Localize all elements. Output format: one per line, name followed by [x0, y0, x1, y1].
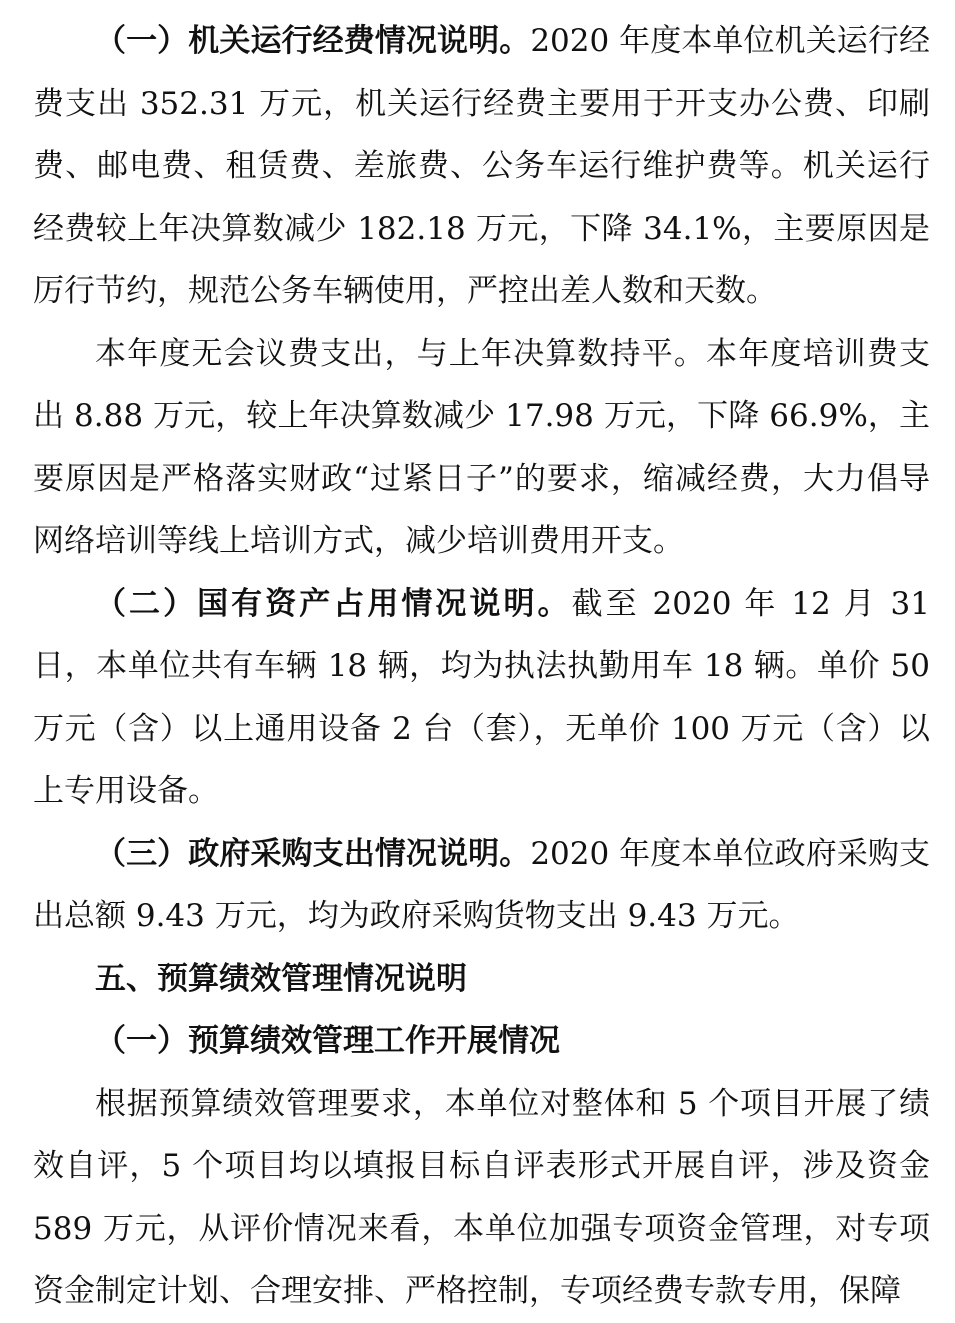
- text-meeting-training: 本年度无会议费支出，与上年决算数持平。本年度培训费支出 8.88 万元，较上年决算数减少 17.98 万元，下降 66.9%，主要原因是严格落实财政“过紧日子”的要求，缩减经费，大力倡导网络培训等线上培训方式，减少培训费用开支。: [33, 335, 930, 559]
- paragraph-performance-work: [33, 1073, 930, 1323]
- heading-procurement: （三）政府采购支出情况说明。: [95, 835, 531, 872]
- heading-state-assets: （二）国有资产占用情况说明。: [95, 585, 572, 622]
- text-procurement: 2020 年度本单位政府采购支出总额 9.43 万元，均为政府采购货物支出 9.43 万元。: [33, 835, 930, 934]
- section-heading-performance: 五、预算绩效管理情况说明: [95, 960, 467, 997]
- paragraph-procurement: [33, 823, 930, 948]
- paragraph-meeting-training: [33, 323, 930, 573]
- paragraph-state-assets: [33, 573, 930, 823]
- heading-office-expenses: （一）机关运行经费情况说明。: [95, 23, 531, 59]
- subsection-heading-performance-work: （一）预算绩效管理工作开展情况: [95, 1023, 560, 1059]
- text-performance-work: 根据预算绩效管理要求，本单位对整体和 5 个项目开展了绩效自评，5 个项目均以填报目标自评表形式开展自评，涉及资金589 万元，从评价情况来看，本单位加强专项资金管理，对专项资金制定计划、合理安排、严格控制，专项经费专款专用，保障: [33, 1085, 930, 1309]
- paragraph-office-expenses: [33, 10, 930, 323]
- text-state-assets: 截至 2020 年 12 月 31 日，本单位共有车辆 18 辆，均为执法执勤用车 18 辆。单价 50 万元（含）以上通用设备 2 台（套），无单价 100 万元（含）以上专用设备。: [33, 585, 930, 809]
- text-office-expenses: 2020 年度本单位机关运行经费支出 352.31 万元，机关运行经费主要用于开支办公费、印刷费、邮电费、租赁费、差旅费、公务车运行维护费等。机关运行经费较上年决算数减少 182.18 万元，下降 34.1%，主要原因是厉行节约，规范公务车辆使用，严控出差人数和天数。: [33, 23, 930, 309]
